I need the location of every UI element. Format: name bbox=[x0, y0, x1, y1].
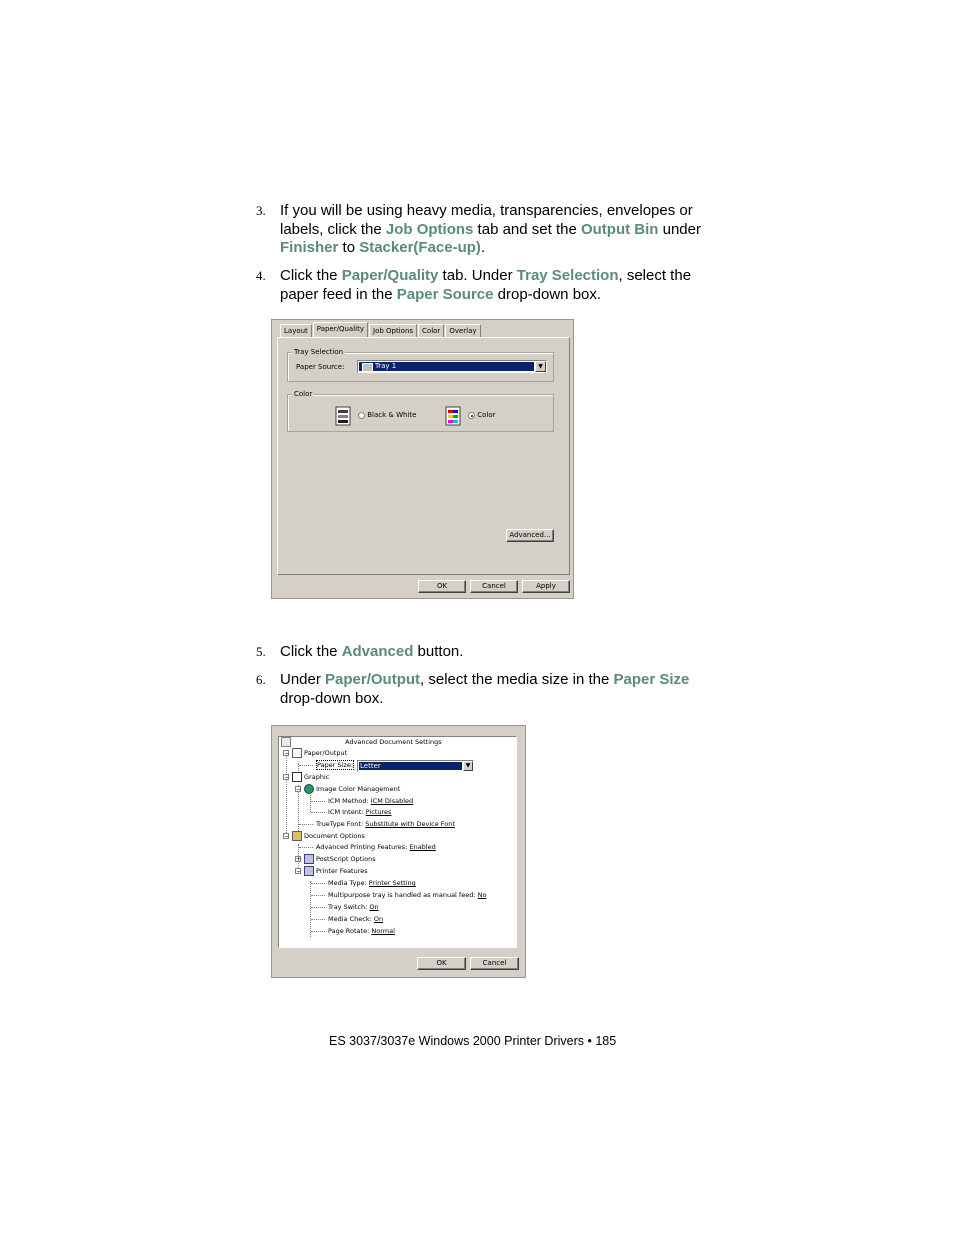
paper-quality-dialog bbox=[271, 319, 574, 599]
collapse-icon[interactable]: − bbox=[284, 774, 290, 781]
collapse-icon[interactable]: − bbox=[296, 868, 302, 875]
paper-size-value: Letter bbox=[359, 762, 462, 770]
tree-tray-switch[interactable]: Tray Switch: On bbox=[328, 903, 379, 911]
tray-selection-group bbox=[287, 348, 554, 382]
document-options-icon bbox=[292, 831, 302, 841]
paper-source-label: Paper Source: bbox=[296, 363, 345, 371]
tree-root: Advanced Document Settings bbox=[281, 737, 442, 747]
color-legend: Color bbox=[294, 390, 313, 398]
step-number: 4. bbox=[256, 268, 266, 283]
color-icon bbox=[445, 406, 461, 426]
tab-layout[interactable]: Layout bbox=[280, 324, 312, 337]
step-number: 5. bbox=[256, 644, 266, 659]
settings-tree bbox=[278, 736, 517, 948]
tree-truetype[interactable]: TrueType Font: Substitute with Device Font bbox=[316, 820, 455, 828]
tree-icm-method[interactable]: ICM Method: ICM Disabled bbox=[328, 797, 414, 805]
tree-page-rotate[interactable]: Page Rotate: Normal bbox=[328, 927, 395, 935]
black-white-icon bbox=[335, 406, 351, 426]
step-5 bbox=[256, 643, 726, 662]
tab-overlay[interactable]: Overlay bbox=[445, 324, 480, 337]
paper-source-value: Tray 1 bbox=[359, 362, 534, 371]
tree-advanced-printing[interactable]: Advanced Printing Features: Enabled bbox=[316, 843, 436, 851]
paper-size-dropdown[interactable] bbox=[357, 760, 474, 772]
radio-circle[interactable] bbox=[468, 412, 475, 419]
collapse-icon[interactable]: − bbox=[284, 750, 290, 757]
cancel-button[interactable]: Cancel bbox=[470, 580, 518, 593]
collapse-icon[interactable]: − bbox=[296, 786, 302, 793]
step-3 bbox=[256, 202, 726, 258]
step-text: Click the Advanced button. bbox=[280, 643, 464, 660]
tab-job-options[interactable]: Job Options bbox=[369, 324, 417, 337]
postscript-icon bbox=[304, 854, 314, 864]
tree-paper-size[interactable] bbox=[316, 760, 354, 770]
printer-features-icon bbox=[304, 866, 314, 876]
collapse-icon[interactable]: − bbox=[284, 833, 290, 840]
step-text: If you will be using heavy media, transparencies, envelopes or labels, click the Job Options tab and set the Output Bin under Finisher to Stacker(Face-up). bbox=[280, 202, 701, 256]
printer-icon bbox=[362, 363, 373, 372]
step-4 bbox=[256, 267, 726, 304]
graphic-icon bbox=[292, 772, 302, 782]
tree-media-type[interactable]: Media Type: Printer Setting bbox=[328, 879, 416, 887]
tree-printer-features[interactable]: Printer Features bbox=[304, 866, 368, 876]
color-radio[interactable] bbox=[468, 411, 496, 419]
document-settings-icon bbox=[281, 737, 291, 747]
tab-color[interactable]: Color bbox=[418, 324, 444, 337]
step-text: Under Paper/Output, select the media size in the Paper Size drop-down box. bbox=[280, 671, 690, 707]
tab-panel bbox=[277, 337, 570, 575]
advanced-button[interactable]: Advanced... bbox=[506, 529, 554, 542]
ok-button[interactable]: OK bbox=[418, 580, 466, 593]
bw-radio-label: Black & White bbox=[367, 411, 417, 419]
paper-source-dropdown[interactable] bbox=[357, 360, 547, 373]
paper-output-icon bbox=[292, 748, 302, 758]
tree-graphic[interactable]: Graphic bbox=[292, 772, 329, 782]
tree-postscript[interactable]: PostScript Options bbox=[304, 854, 376, 864]
tree-paper-output[interactable]: Paper/Output bbox=[292, 748, 347, 758]
step-number: 3. bbox=[256, 203, 266, 218]
tray-selection-legend: Tray Selection bbox=[294, 348, 344, 356]
bw-radio[interactable] bbox=[358, 411, 416, 419]
tree-icm[interactable]: Image Color Management bbox=[304, 784, 400, 794]
tree-icm-intent[interactable]: ICM Intent: Pictures bbox=[328, 808, 392, 816]
advanced-settings-dialog bbox=[271, 725, 526, 978]
apply-button[interactable]: Apply bbox=[522, 580, 570, 593]
color-group bbox=[287, 390, 554, 432]
tab-paper-quality[interactable]: Paper/Quality bbox=[313, 322, 368, 337]
tree-multipurpose[interactable]: Multipurpose tray is handled as manual feed: No bbox=[328, 891, 487, 899]
tree-document-options[interactable]: Document Options bbox=[292, 831, 365, 841]
step-number: 6. bbox=[256, 672, 266, 687]
color-radio-label: Color bbox=[477, 411, 496, 419]
chevron-down-icon[interactable]: ▼ bbox=[535, 361, 546, 372]
radio-circle[interactable] bbox=[358, 412, 365, 419]
step-6 bbox=[256, 671, 726, 708]
cancel-button[interactable]: Cancel bbox=[470, 957, 519, 970]
tree-media-check[interactable]: Media Check: On bbox=[328, 915, 384, 923]
ok-button[interactable]: OK bbox=[417, 957, 466, 970]
expand-icon[interactable]: + bbox=[296, 856, 302, 863]
page-footer: ES 3037/3037e Windows 2000 Printer Drivers • 185 bbox=[329, 1034, 617, 1048]
chevron-down-icon[interactable]: ▼ bbox=[463, 761, 473, 771]
paper-size-label: Paper Size: bbox=[317, 761, 354, 769]
color-management-icon bbox=[304, 784, 314, 794]
step-text: Click the Paper/Quality tab. Under Tray Selection, select the paper feed in the Paper Source drop-down box. bbox=[280, 267, 692, 303]
